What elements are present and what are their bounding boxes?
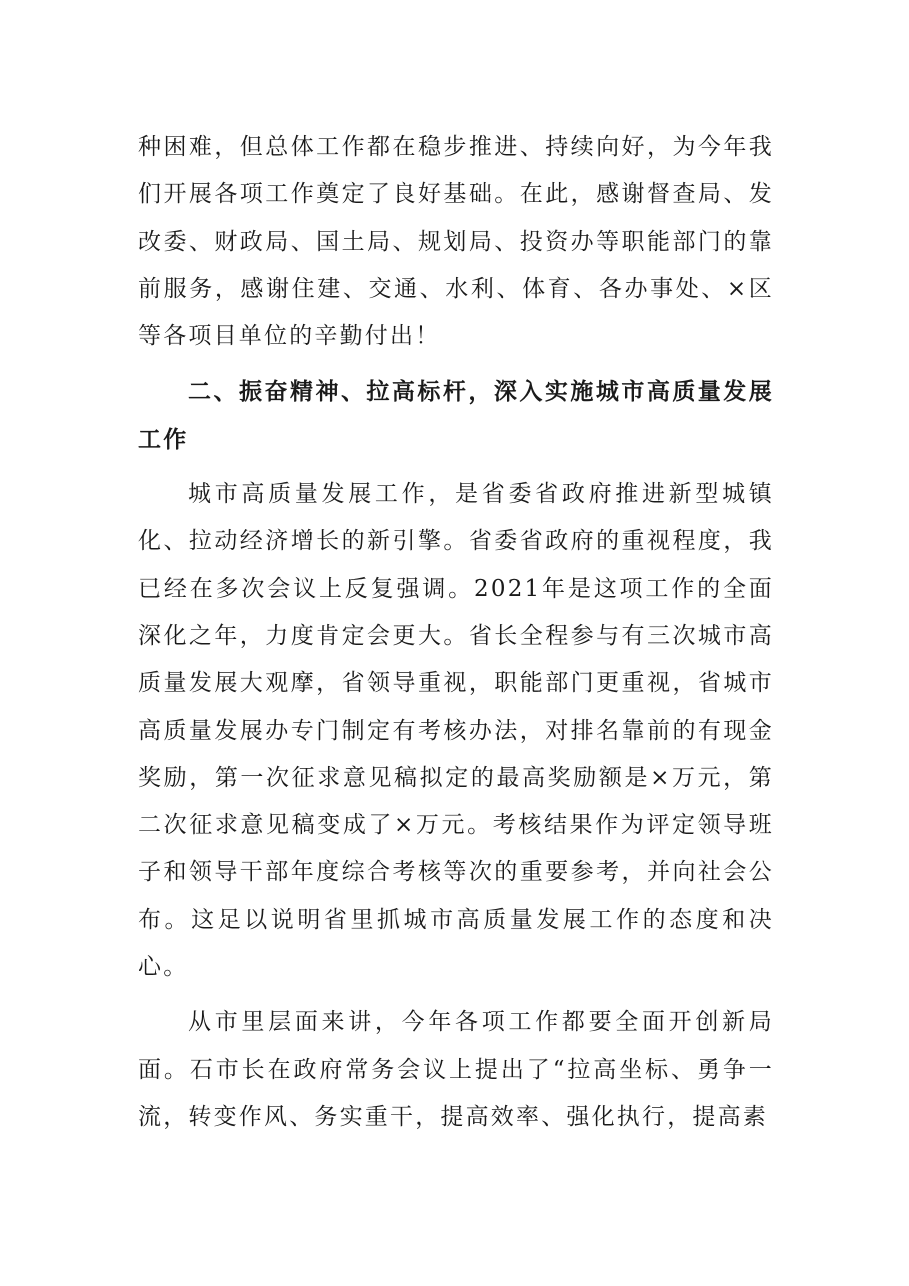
document-body bbox=[138, 124, 774, 1141]
paragraph-body: 城市高质量发展工作，是省委省政府推进新型城镇化、拉动经济增长的新引擎。省委省政府的重视程度，我已经在多次会议上反复强调。2021年是这项工作的全面深化之年，力度肯定会更大。省长全程参与有三次城市高质量发展大观摩，省领导重视，职能部门更重视，省城市高质量发展办专门制定有考核办法，对排名靠前的有现金奖励，第一次征求意见稿拟定的最高奖励额是×万元，第二次征求意见稿变成了×万元。考核结果作为评定领导班子和领导干部年度综合考核等次的重要参考，并向社会公布。这足以说明省里抓城市高质量发展工作的态度和决心。 bbox=[138, 481, 774, 981]
paragraph-body: 从市里层面来讲，今年各项工作都要全面开创新局面。石市长在政府常务会议上提出了“拉高坐标、勇争一流，转变作风、务实重干，提高效率、强化执行，提高素 bbox=[138, 1009, 774, 1130]
section-heading: 二、振奋精神、拉高标杆，深入实施城市高质量发展工作 bbox=[138, 378, 774, 453]
paragraph-continuation: 种困难，但总体工作都在稳步推进、持续向好，为今年我们开展各项工作奠定了良好基础。在此，感谢督查局、发改委、财政局、国土局、规划局、投资办等职能部门的靠前服务，感谢住建、交通、水利、体育、各办事处、×区等各项目单位的辛勤付出！ bbox=[138, 134, 774, 350]
